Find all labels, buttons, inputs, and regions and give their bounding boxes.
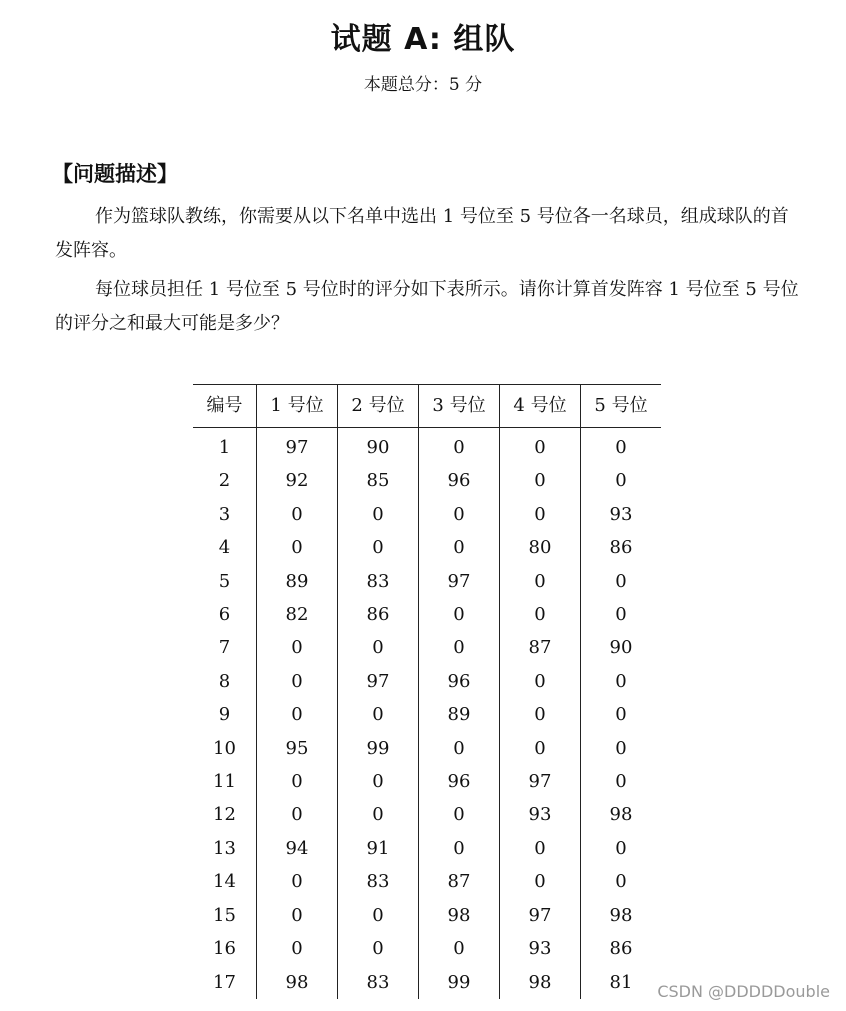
score-line: 本题总分：5 分 <box>363 75 483 95</box>
score-cell: 98 <box>500 966 581 999</box>
player-id-cell: 1 <box>218 437 231 458</box>
score-cell: 85 <box>338 464 419 497</box>
score-cell: 97 <box>257 428 338 465</box>
table-row <box>193 428 661 465</box>
player-id-cell: 5 <box>218 570 231 592</box>
table-row <box>193 531 661 564</box>
score-cell: 0 <box>257 698 338 731</box>
score-cell: 83 <box>338 966 419 999</box>
score-cell: 86 <box>581 531 662 564</box>
score-cell: 0 <box>257 498 338 531</box>
score-cell: 0 <box>338 531 419 564</box>
score-cell: 0 <box>257 798 338 831</box>
player-id-cell: 10 <box>213 737 236 759</box>
score-cell: 96 <box>419 665 500 698</box>
score-cell: 83 <box>338 865 419 898</box>
score-cell: 0 <box>419 598 500 631</box>
score-cell: 93 <box>500 798 581 831</box>
score-cell: 0 <box>581 565 662 598</box>
player-id-cell: 14 <box>213 871 236 893</box>
description-paragraph-1: 作为篮球队教练，你需要从以下名单中选出 1 号位至 5 号位各一名球员，组成球队的首发阵容。 <box>55 206 789 261</box>
score-cell: 0 <box>500 832 581 865</box>
player-score-table <box>193 384 661 999</box>
table-row <box>193 798 661 831</box>
table-row <box>193 464 661 497</box>
score-cell: 0 <box>338 798 419 831</box>
score-cell: 0 <box>581 464 662 497</box>
score-cell: 96 <box>419 464 500 497</box>
score-cell: 95 <box>257 732 338 765</box>
header-id: 编号 <box>206 395 243 416</box>
score-cell: 0 <box>500 865 581 898</box>
score-cell: 93 <box>500 932 581 965</box>
table-row <box>193 665 661 698</box>
header-position-5: 5 号位 <box>581 385 662 428</box>
score-cell: 96 <box>419 765 500 798</box>
score-cell: 0 <box>581 665 662 698</box>
section-heading: 【问题描述】 <box>52 162 178 186</box>
table-row <box>193 832 661 865</box>
score-cell: 99 <box>338 732 419 765</box>
score-cell: 0 <box>338 765 419 798</box>
score-cell: 0 <box>338 698 419 731</box>
score-cell: 86 <box>338 598 419 631</box>
score-cell: 0 <box>419 428 500 465</box>
player-id-cell: 8 <box>218 670 231 692</box>
score-cell: 0 <box>419 732 500 765</box>
score-cell: 0 <box>581 598 662 631</box>
score-cell: 98 <box>419 899 500 932</box>
watermark: CSDN @DDDDDouble <box>657 982 830 1001</box>
score-cell: 0 <box>257 531 338 564</box>
score-cell: 0 <box>419 631 500 664</box>
header-position-2: 2 号位 <box>338 385 419 428</box>
score-cell: 98 <box>581 899 662 932</box>
score-cell: 99 <box>419 966 500 999</box>
player-id-cell: 15 <box>213 904 236 926</box>
score-cell: 97 <box>419 565 500 598</box>
score-cell: 0 <box>581 732 662 765</box>
score-cell: 0 <box>257 631 338 664</box>
score-cell: 90 <box>581 631 662 664</box>
table-body <box>193 428 661 999</box>
score-cell: 0 <box>500 428 581 465</box>
table-row <box>193 765 661 798</box>
score-cell: 0 <box>500 698 581 731</box>
score-cell: 0 <box>500 464 581 497</box>
player-id-cell: 12 <box>213 804 236 826</box>
score-cell: 87 <box>419 865 500 898</box>
score-cell: 0 <box>338 899 419 932</box>
player-id-cell: 2 <box>218 470 231 492</box>
header-position-3: 3 号位 <box>419 385 500 428</box>
table-row <box>193 966 661 999</box>
player-id-cell: 16 <box>213 938 236 960</box>
score-cell: 0 <box>257 932 338 965</box>
score-cell: 89 <box>257 565 338 598</box>
player-id-cell: 13 <box>213 837 236 859</box>
score-cell: 94 <box>257 832 338 865</box>
header-position-1: 1 号位 <box>257 385 338 428</box>
score-cell: 97 <box>500 899 581 932</box>
player-id-cell: 9 <box>218 704 231 726</box>
score-cell: 0 <box>419 531 500 564</box>
score-cell: 82 <box>257 598 338 631</box>
table-row <box>193 598 661 631</box>
player-id-cell: 11 <box>213 771 236 793</box>
score-cell: 0 <box>581 698 662 731</box>
table-row <box>193 565 661 598</box>
score-cell: 0 <box>338 498 419 531</box>
score-cell: 93 <box>581 498 662 531</box>
score-cell: 0 <box>419 498 500 531</box>
score-cell: 0 <box>419 932 500 965</box>
score-cell: 0 <box>257 865 338 898</box>
score-cell: 0 <box>419 798 500 831</box>
player-id-cell: 7 <box>218 637 231 659</box>
score-cell: 90 <box>338 428 419 465</box>
score-cell: 91 <box>338 832 419 865</box>
table-row <box>193 899 661 932</box>
score-cell: 0 <box>500 598 581 631</box>
score-cell: 89 <box>419 698 500 731</box>
score-cell: 81 <box>581 966 662 999</box>
player-id-cell: 6 <box>218 604 231 626</box>
score-cell: 0 <box>581 765 662 798</box>
score-cell: 92 <box>257 464 338 497</box>
score-cell: 0 <box>338 932 419 965</box>
table-header-row <box>193 385 661 428</box>
score-cell: 0 <box>581 832 662 865</box>
score-cell: 0 <box>581 865 662 898</box>
score-cell: 0 <box>581 428 662 465</box>
score-cell: 0 <box>500 732 581 765</box>
table-row <box>193 498 661 531</box>
score-cell: 97 <box>338 665 419 698</box>
table-row <box>193 631 661 664</box>
header-position-4: 4 号位 <box>500 385 581 428</box>
table-row <box>193 865 661 898</box>
score-cell: 0 <box>338 631 419 664</box>
score-cell: 0 <box>257 765 338 798</box>
table-row <box>193 698 661 731</box>
score-cell: 0 <box>500 565 581 598</box>
score-cell: 83 <box>338 565 419 598</box>
table-row <box>193 732 661 765</box>
score-cell: 0 <box>257 899 338 932</box>
score-cell: 86 <box>581 932 662 965</box>
player-id-cell: 17 <box>213 971 236 993</box>
score-cell: 87 <box>500 631 581 664</box>
score-cell: 97 <box>500 765 581 798</box>
score-cell: 98 <box>581 798 662 831</box>
score-cell: 0 <box>500 665 581 698</box>
problem-title: 试题 A: 组队 <box>330 22 516 57</box>
score-cell: 0 <box>419 832 500 865</box>
player-id-cell: 3 <box>218 503 231 525</box>
score-cell: 98 <box>257 966 338 999</box>
player-id-cell: 4 <box>218 537 231 559</box>
table-row <box>193 932 661 965</box>
score-cell: 0 <box>257 665 338 698</box>
score-cell: 0 <box>500 498 581 531</box>
description-paragraph-2: 每位球员担任 1 号位至 5 号位时的评分如下表所示。请你计算首发阵容 1 号位至 5 号位的评分之和最大可能是多少？ <box>55 279 799 334</box>
score-cell: 80 <box>500 531 581 564</box>
